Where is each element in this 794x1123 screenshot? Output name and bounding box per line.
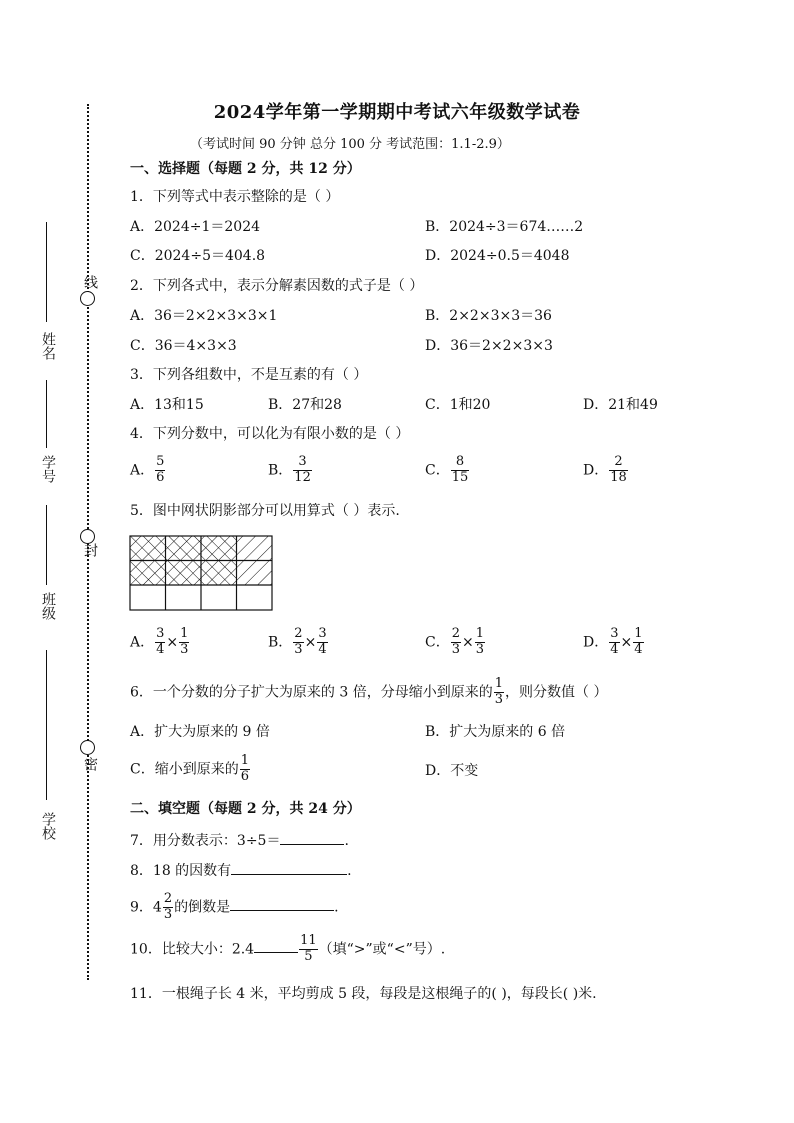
denominator: 3 [163, 906, 173, 922]
binding-mark-secret: 密 [82, 757, 98, 771]
denominator: 3 [451, 641, 460, 657]
q8 [130, 862, 352, 878]
q4-option-a-label: A． [130, 462, 155, 479]
fraction [451, 627, 461, 658]
q4-option-d-fraction [609, 455, 628, 486]
q3-stem: 3．下列各组数中，不是互素的有（ ） [130, 367, 368, 383]
q5-option-d [583, 627, 645, 658]
q10-answer-blank[interactable] [254, 940, 298, 953]
denominator: 3 [180, 641, 189, 657]
q2-option-c: C．36＝4×3×3 [130, 338, 237, 354]
q1-option-d: D．2024÷0.5＝4048 [425, 248, 570, 264]
q2-stem: 2．下列各式中，表示分解素因数的式子是（ ） [130, 278, 424, 294]
q10-fraction [299, 934, 318, 965]
q5-stem: 5．图中网状阴影部分可以用算式（ ）表示. [130, 503, 400, 519]
q6-option-c-fraction [240, 754, 250, 785]
fraction [179, 627, 189, 658]
q3-option-c: C．1和20 [425, 397, 491, 413]
numerator: 3 [318, 626, 327, 641]
q4-option-c [425, 455, 470, 486]
q4-option-a [130, 455, 166, 486]
q3-option-b: B．27和28 [268, 397, 342, 413]
q6-option-c-text: C．缩小到原来的 [130, 761, 239, 778]
q5-option-c [425, 627, 486, 658]
denominator: 12 [294, 469, 311, 485]
times-sign: × [304, 634, 317, 651]
q4-option-a-fraction [155, 455, 165, 486]
q5-option-a [130, 627, 190, 658]
numerator: 1 [475, 626, 485, 641]
numerator: 5 [156, 454, 165, 469]
denominator: 3 [494, 691, 503, 707]
denominator: 15 [451, 469, 469, 485]
q4-option-c-label: C． [425, 462, 450, 479]
numerator: 2 [451, 626, 460, 641]
q4-stem: 4．下列分数中，可以化为有限小数的是（ ） [130, 426, 410, 442]
numerator: 2 [609, 455, 628, 471]
q2-option-b: B．2×2×3×3＝36 [425, 308, 552, 324]
q1-option-b: B．2024÷3＝674……2 [425, 219, 584, 235]
q2-option-d: D．36＝2×2×3×3 [425, 338, 553, 354]
exam-subtitle: （考试时间 90 分钟 总分 100 分 考试范围：1.1-2.9） [190, 137, 510, 152]
q10-hint: （填“>”或“<”号）. [318, 941, 446, 958]
q9-end: . [334, 899, 339, 916]
q6-stem-pre: 6．一个分数的分子扩大为原来的 3 倍，分母缩小到原来的 [130, 684, 493, 701]
q7-text: 7．用分数表示：3÷5＝ [130, 833, 281, 849]
q6-stem-fraction [494, 677, 504, 708]
q4-option-d [583, 455, 629, 486]
section-2-heading: 二、填空题（每题 2 分，共 24 分） [130, 801, 361, 817]
times-sign: × [462, 634, 474, 651]
q6-stem-post: ，则分数值（ ） [505, 684, 608, 701]
q10 [130, 934, 445, 965]
numerator: 1 [180, 626, 189, 641]
binding-circle-2 [80, 529, 95, 544]
fraction [155, 627, 165, 658]
numerator: 1 [634, 626, 643, 641]
binding-mark-line: 线 [82, 275, 98, 289]
q1-option-a: A．2024÷1＝2024 [130, 219, 261, 235]
q1-stem: 1．下列等式中表示整除的是（ ） [130, 189, 340, 205]
numerator: 1 [494, 676, 503, 691]
section-1-heading: 一、选择题（每题 2 分，共 12 分） [130, 161, 361, 177]
q6-option-a: A．扩大为原来的 9 倍 [130, 724, 270, 740]
numerator: 11 [300, 933, 317, 948]
numerator: 3 [156, 626, 165, 641]
q8-end: . [347, 863, 352, 879]
student-id-label: 学号 [40, 455, 56, 483]
q4-option-b-label: B． [268, 462, 293, 479]
student-id-blank-line [46, 380, 47, 448]
numerator: 1 [240, 753, 249, 768]
q4-option-b-fraction [293, 455, 312, 486]
numerator: 3 [610, 626, 619, 641]
q9-answer-blank[interactable] [230, 898, 334, 911]
q8-answer-blank[interactable] [231, 862, 347, 875]
denominator: 6 [156, 469, 165, 485]
q11: 11．一根绳子长 4 米，平均剪成 5 段，每段是这根绳子的( )，每段长( )米. [130, 986, 597, 1002]
name-blank-line [46, 222, 47, 322]
denominator: 18 [610, 469, 627, 485]
numerator: 2 [163, 891, 173, 906]
denominator: 3 [294, 641, 303, 657]
q7-answer-blank[interactable] [280, 832, 344, 845]
q6-stem [130, 677, 607, 708]
fraction [293, 627, 303, 658]
q4-option-d-label: D． [583, 462, 609, 479]
q5-option-b [268, 627, 329, 658]
q6-option-d: D．不变 [425, 763, 479, 779]
denominator: 6 [240, 768, 249, 784]
times-sign: × [620, 634, 633, 651]
q9-fraction [163, 892, 173, 923]
q9-text: 的倒数是 [174, 899, 231, 916]
q4-option-c-fraction [451, 455, 470, 486]
fraction [317, 627, 327, 658]
q2-option-a: A．36＝2×2×3×3×1 [130, 308, 278, 324]
binding-circle-1 [80, 291, 95, 306]
class-label: 班级 [40, 592, 56, 620]
q9 [130, 892, 339, 923]
school-blank-line [46, 650, 47, 800]
denominator: 4 [156, 641, 165, 657]
q5-option-c-label: C． [425, 634, 450, 651]
class-blank-line [46, 505, 47, 585]
q7 [130, 832, 349, 848]
binding-mark-seal: 封 [82, 543, 98, 557]
denominator: 5 [304, 948, 313, 964]
q4-option-b [268, 455, 313, 486]
numerator: 3 [293, 455, 312, 471]
q6-option-b: B．扩大为原来的 6 倍 [425, 724, 566, 740]
q5-option-b-label: B． [268, 634, 293, 651]
times-sign: × [166, 634, 179, 651]
q10-text: 10．比较大小：2.4 [130, 941, 255, 958]
q6-option-c [130, 754, 251, 785]
q7-end: . [344, 833, 349, 849]
fraction [475, 627, 485, 658]
q8-text: 8．18 的因数有 [130, 863, 232, 879]
numerator: 2 [294, 626, 303, 641]
denominator: 4 [610, 641, 619, 657]
fraction [609, 627, 619, 658]
binding-circle-3 [80, 740, 95, 755]
q3-option-a: A．13和15 [130, 397, 204, 413]
numerator: 8 [451, 455, 470, 471]
denominator: 3 [475, 641, 485, 657]
q5-option-d-label: D． [583, 634, 609, 651]
denominator: 4 [634, 641, 643, 657]
q1-option-c: C．2024÷5＝404.8 [130, 248, 266, 264]
q3-option-d: D．21和49 [583, 397, 658, 413]
q5-grid-figure [129, 535, 273, 611]
denominator: 4 [318, 641, 327, 657]
q5-option-a-label: A． [130, 634, 155, 651]
q9-whole: 9．4 [130, 899, 162, 916]
name-label: 姓名 [40, 332, 56, 360]
fraction [633, 627, 643, 658]
exam-title: 2024学年第一学期期中考试六年级数学试卷 [213, 102, 581, 123]
school-label: 学校 [40, 812, 56, 840]
